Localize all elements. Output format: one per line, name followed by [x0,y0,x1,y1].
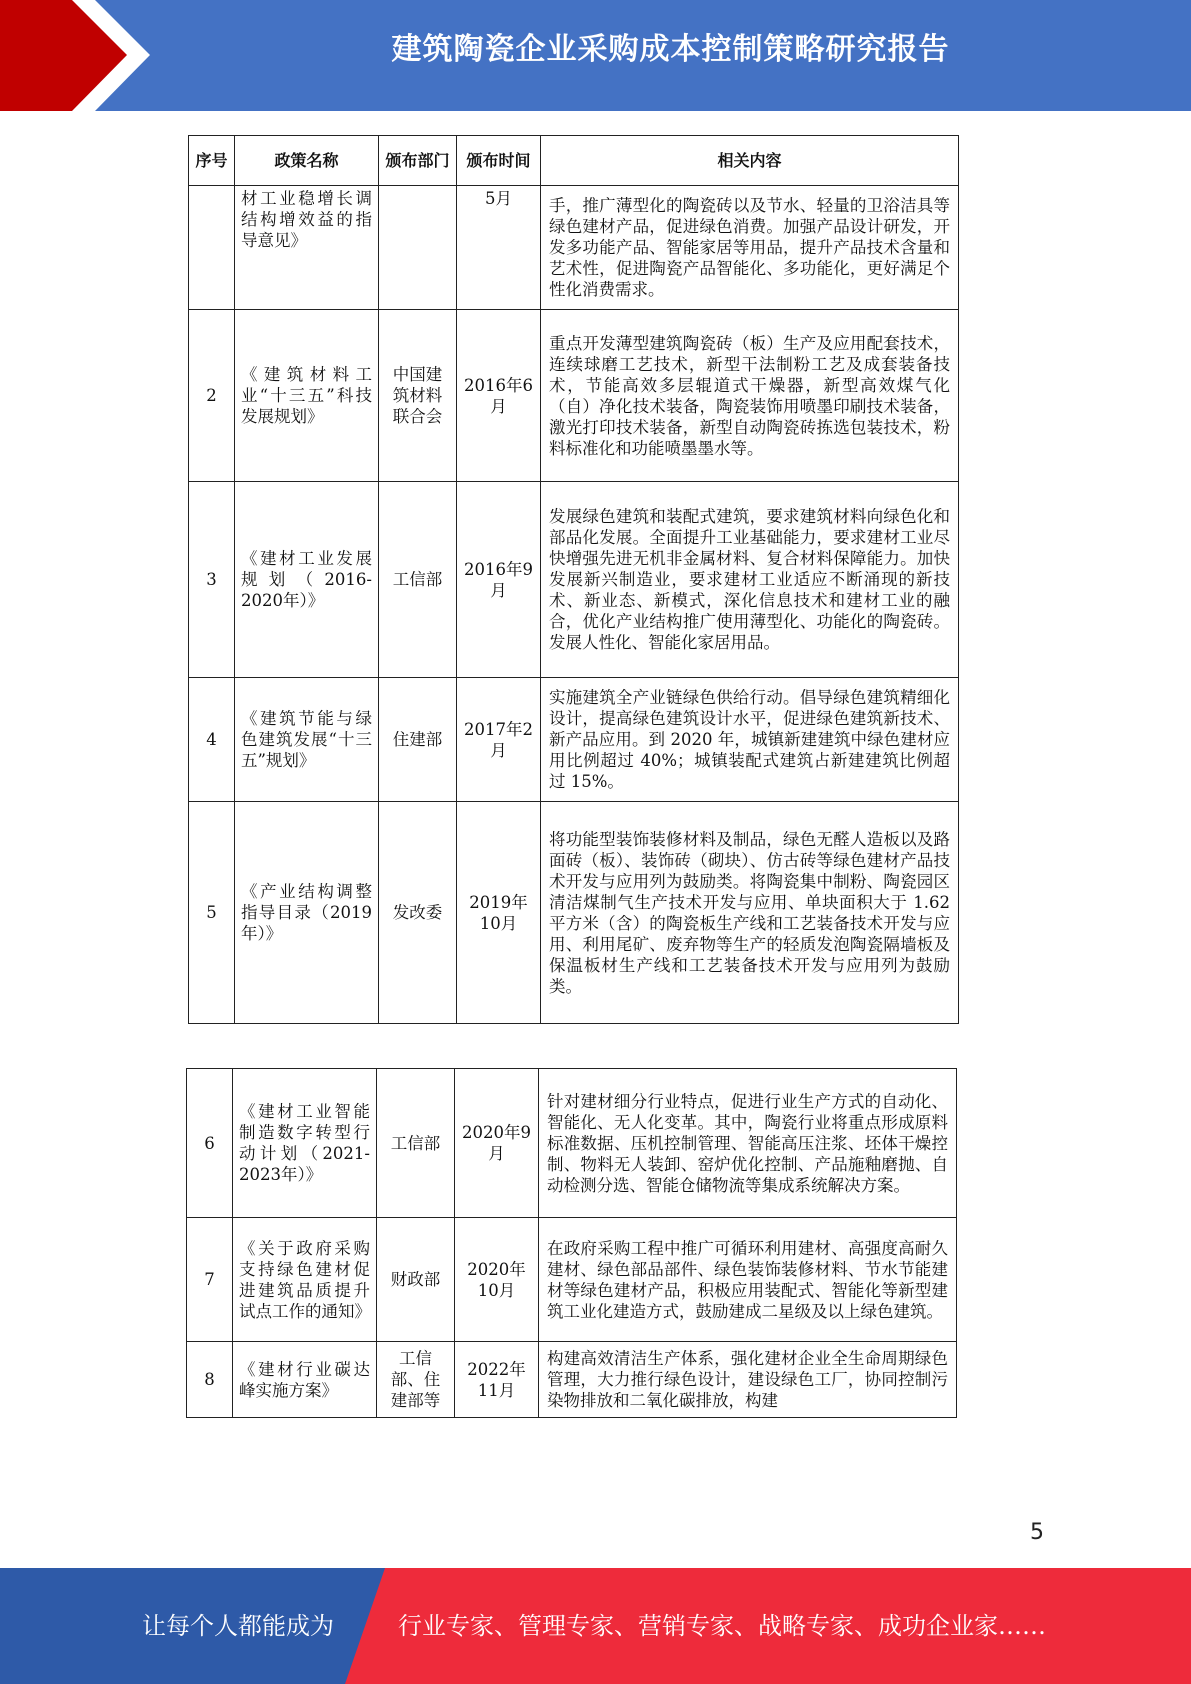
header-no: 序号 [189,136,235,186]
cell-no: 3 [189,482,235,678]
header-name: 政策名称 [235,136,379,186]
cell-dept: 工信部 [377,1069,455,1218]
cell-no: 5 [189,802,235,1024]
cell-date: 2017年2月 [457,678,541,802]
footer-slogan-right: 行业专家、管理专家、营销专家、战略专家、成功企业家…… [398,1612,1046,1640]
cell-content: 将功能型装饰装修材料及制品，绿色无醛人造板以及路面砖（板）、装饰砖（砌块）、仿古砖等绿色建材产品技术开发与应用列为鼓励类。将陶瓷集中制粉、陶瓷园区清洁煤制气生产技术开发与应用、单块面积大于 1.62 平方米（含）的陶瓷板生产线和工艺装备技术开发与应用、利用尾矿、废弃物等生产的轻质发泡陶瓷隔墙板及保温板材生产线和工艺装备技术开发与应用列为鼓励类。 [541,802,959,1024]
page-footer [0,1568,1191,1684]
cell-content: 发展绿色建筑和装配式建筑，要求建筑材料向绿色化和部品化发展。全面提升工业基础能力，要求建材工业尽快增强先进无机非金属材料、复合材料保障能力。加快发展新兴制造业，要求建材工业适应不断涌现的新技术、新业态、新模式，深化信息技术和建材工业的融合，优化产业结构推广使用薄型化、功能化的陶瓷砖。发展人性化、智能化家居用品。 [541,482,959,678]
header-date: 颁布时间 [457,136,541,186]
header-content: 相关内容 [541,136,959,186]
cell-no: 7 [187,1218,233,1342]
table-row [189,310,959,482]
cell-content: 在政府采购工程中推广可循环利用建材、高强度高耐久建材、绿色部品部件、绿色装饰装修材料、节水节能建材等绿色建材产品，积极应用装配式、智能化等新型建筑工业化建造方式，鼓励建成二星级及以上绿色建筑。 [539,1218,957,1342]
table-row [187,1069,957,1218]
cell-dept: 发改委 [379,802,457,1024]
cell-name: 《建筑材料工业“十三五”科技发展规划》 [235,310,379,482]
cell-no: 8 [187,1342,233,1418]
report-title: 建筑陶瓷企业采购成本控制策略研究报告 [391,32,950,67]
cell-content: 针对建材细分行业特点，促进行业生产方式的自动化、智能化、无人化变革。其中，陶瓷行业将重点形成原料标准数据、压机控制管理、智能高压注浆、坯体干燥控制、物料无人装卸、窑炉优化控制、产品施釉磨抛、自动检测分选、智能仓储物流等集成系统解决方案。 [539,1069,957,1218]
cell-date: 2016年9月 [457,482,541,678]
cell-date: 2019年10月 [457,802,541,1024]
footer-slogan-left: 让每个人都能成为 [142,1612,334,1640]
cell-date: 2020年9月 [455,1069,539,1218]
table-row [187,1218,957,1342]
table-row [189,802,959,1024]
table-row [189,482,959,678]
cell-name: 《建材工业智能制造数字转型行动计划（2021-2023年）》 [233,1069,377,1218]
cell-dept: 财政部 [377,1218,455,1342]
cell-name: 《建材工业发展规划（2016-2020年）》 [235,482,379,678]
cell-content: 实施建筑全产业链绿色供给行动。倡导绿色建筑精细化设计，提高绿色建筑设计水平，促进绿色建筑新技术、新产品应用。到 2020 年，城镇新建建筑中绿色建材应用比例超过 40%；城镇装配式建筑占新建建筑比例超过 15%。 [541,678,959,802]
cell-no [189,186,235,310]
policy-table-part1 [188,135,959,1024]
table-row [189,186,959,310]
cell-dept: 工信部、住建部等 [377,1342,455,1418]
cell-no: 4 [189,678,235,802]
cell-date: 5月 [457,186,541,310]
cell-dept [379,186,457,310]
cell-date: 2016年6月 [457,310,541,482]
cell-name: 《产业结构调整指导目录（2019年）》 [235,802,379,1024]
table-row [187,1342,957,1418]
cell-name: 《建筑节能与绿色建筑发展“十三五”规划》 [235,678,379,802]
page-header [0,0,1191,111]
cell-name: 《建材行业碳达峰实施方案》 [233,1342,377,1418]
page-number: 5 [1030,1520,1044,1545]
cell-content: 手，推广薄型化的陶瓷砖以及节水、轻量的卫浴洁具等绿色建材产品，促进绿色消费。加强产品设计研发，开发多功能产品、智能家居等用品，提升产品技术含量和艺术性，促进陶瓷产品智能化、多功能化，更好满足个性化消费需求。 [541,186,959,310]
cell-name: 材工业稳增长调结构增效益的指导意见》 [235,186,379,310]
cell-content: 重点开发薄型建筑陶瓷砖（板）生产及应用配套技术，连续球磨工艺技术，新型干法制粉工艺及成套装备技术，节能高效多层辊道式干燥器，新型高效煤气化（自）净化技术装备，陶瓷装饰用喷墨印刷技术装备，激光打印技术装备，新型自动陶瓷砖拣选包装技术，粉料标准化和功能喷墨墨水等。 [541,310,959,482]
header-dept: 颁布部门 [379,136,457,186]
cell-dept: 工信部 [379,482,457,678]
policy-table-part2 [186,1068,957,1418]
cell-content: 构建高效清洁生产体系，强化建材企业全生命周期绿色管理，大力推行绿色设计，建设绿色工厂，协同控制污染物排放和二氧化碳排放，构建 [539,1342,957,1418]
cell-dept: 住建部 [379,678,457,802]
cell-no: 6 [187,1069,233,1218]
table-header-row [189,136,959,186]
table-row [189,678,959,802]
cell-name: 《关于政府采购支持绿色建材促进建筑品质提升试点工作的通知》 [233,1218,377,1342]
cell-date: 2022年11月 [455,1342,539,1418]
cell-date: 2020年10月 [455,1218,539,1342]
cell-dept: 中国建筑材料联合会 [379,310,457,482]
cell-no: 2 [189,310,235,482]
